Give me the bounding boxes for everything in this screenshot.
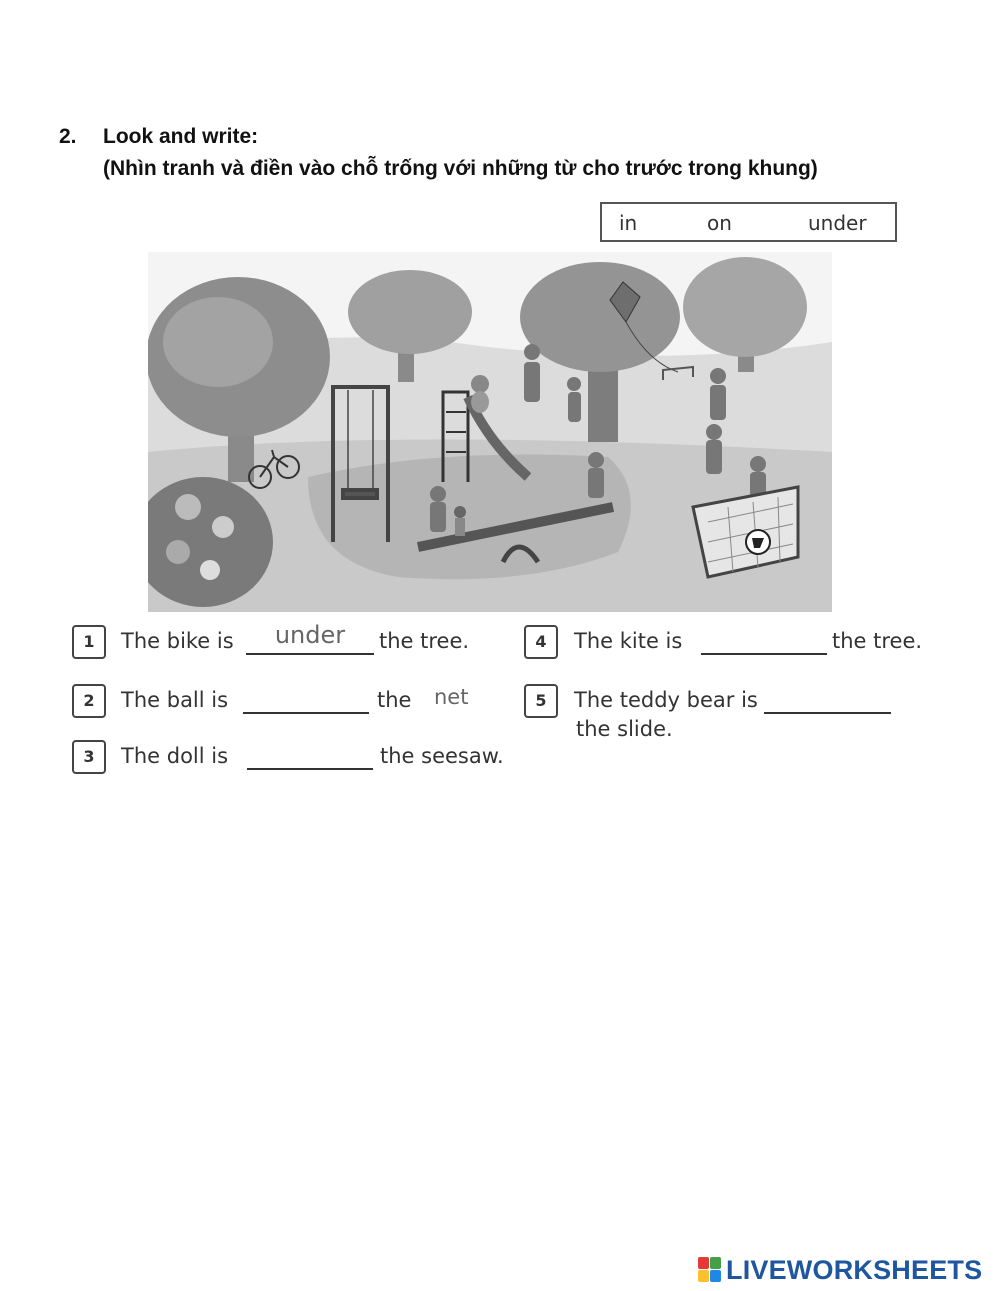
exercise-subtitle: (Nhìn tranh và điền vào chỗ trống với những từ cho trước trong khung) [103, 157, 818, 180]
answer-blank[interactable] [243, 684, 369, 714]
question-number: 2 [72, 684, 106, 718]
question-4 [524, 625, 934, 663]
filled-answer-net[interactable]: net [434, 685, 469, 709]
question-text-before: The doll is [121, 744, 229, 768]
question-1 [72, 621, 492, 663]
question-number: 5 [524, 684, 558, 718]
question-5 [524, 684, 934, 752]
answer-blank[interactable] [764, 684, 891, 714]
answer-blank[interactable] [246, 621, 374, 655]
question-text-before: The teddy bear is [574, 688, 758, 712]
park-picture [148, 252, 832, 612]
question-number: 3 [72, 740, 106, 774]
question-text-before: The ball is [121, 688, 229, 712]
word-on: on [707, 211, 732, 235]
answer-blank[interactable] [701, 625, 827, 655]
question-text-after: the [377, 688, 412, 712]
word-box [600, 202, 897, 242]
question-text-after: the tree. [832, 629, 923, 653]
exercise-title: Look and write: [103, 125, 259, 148]
word-in: in [619, 211, 638, 235]
word-under: under [808, 211, 867, 235]
exercise-number: 2. [59, 125, 77, 148]
question-text-after: the seesaw. [380, 744, 504, 768]
doll [454, 506, 466, 536]
question-text-after: the slide. [576, 717, 673, 741]
question-3 [72, 740, 512, 778]
answer-text: under [274, 621, 346, 649]
question-number: 4 [524, 625, 558, 659]
question-number: 1 [72, 625, 106, 659]
question-text-after: the tree. [379, 629, 470, 653]
question-text-before: The kite is [574, 629, 683, 653]
question-2 [72, 684, 492, 722]
question-text-before: The bike is [121, 629, 234, 653]
answer-blank[interactable] [247, 740, 373, 770]
logo-text: LIVEWORKSHEETS [726, 1255, 983, 1285]
logo-cubes-icon [698, 1257, 722, 1283]
